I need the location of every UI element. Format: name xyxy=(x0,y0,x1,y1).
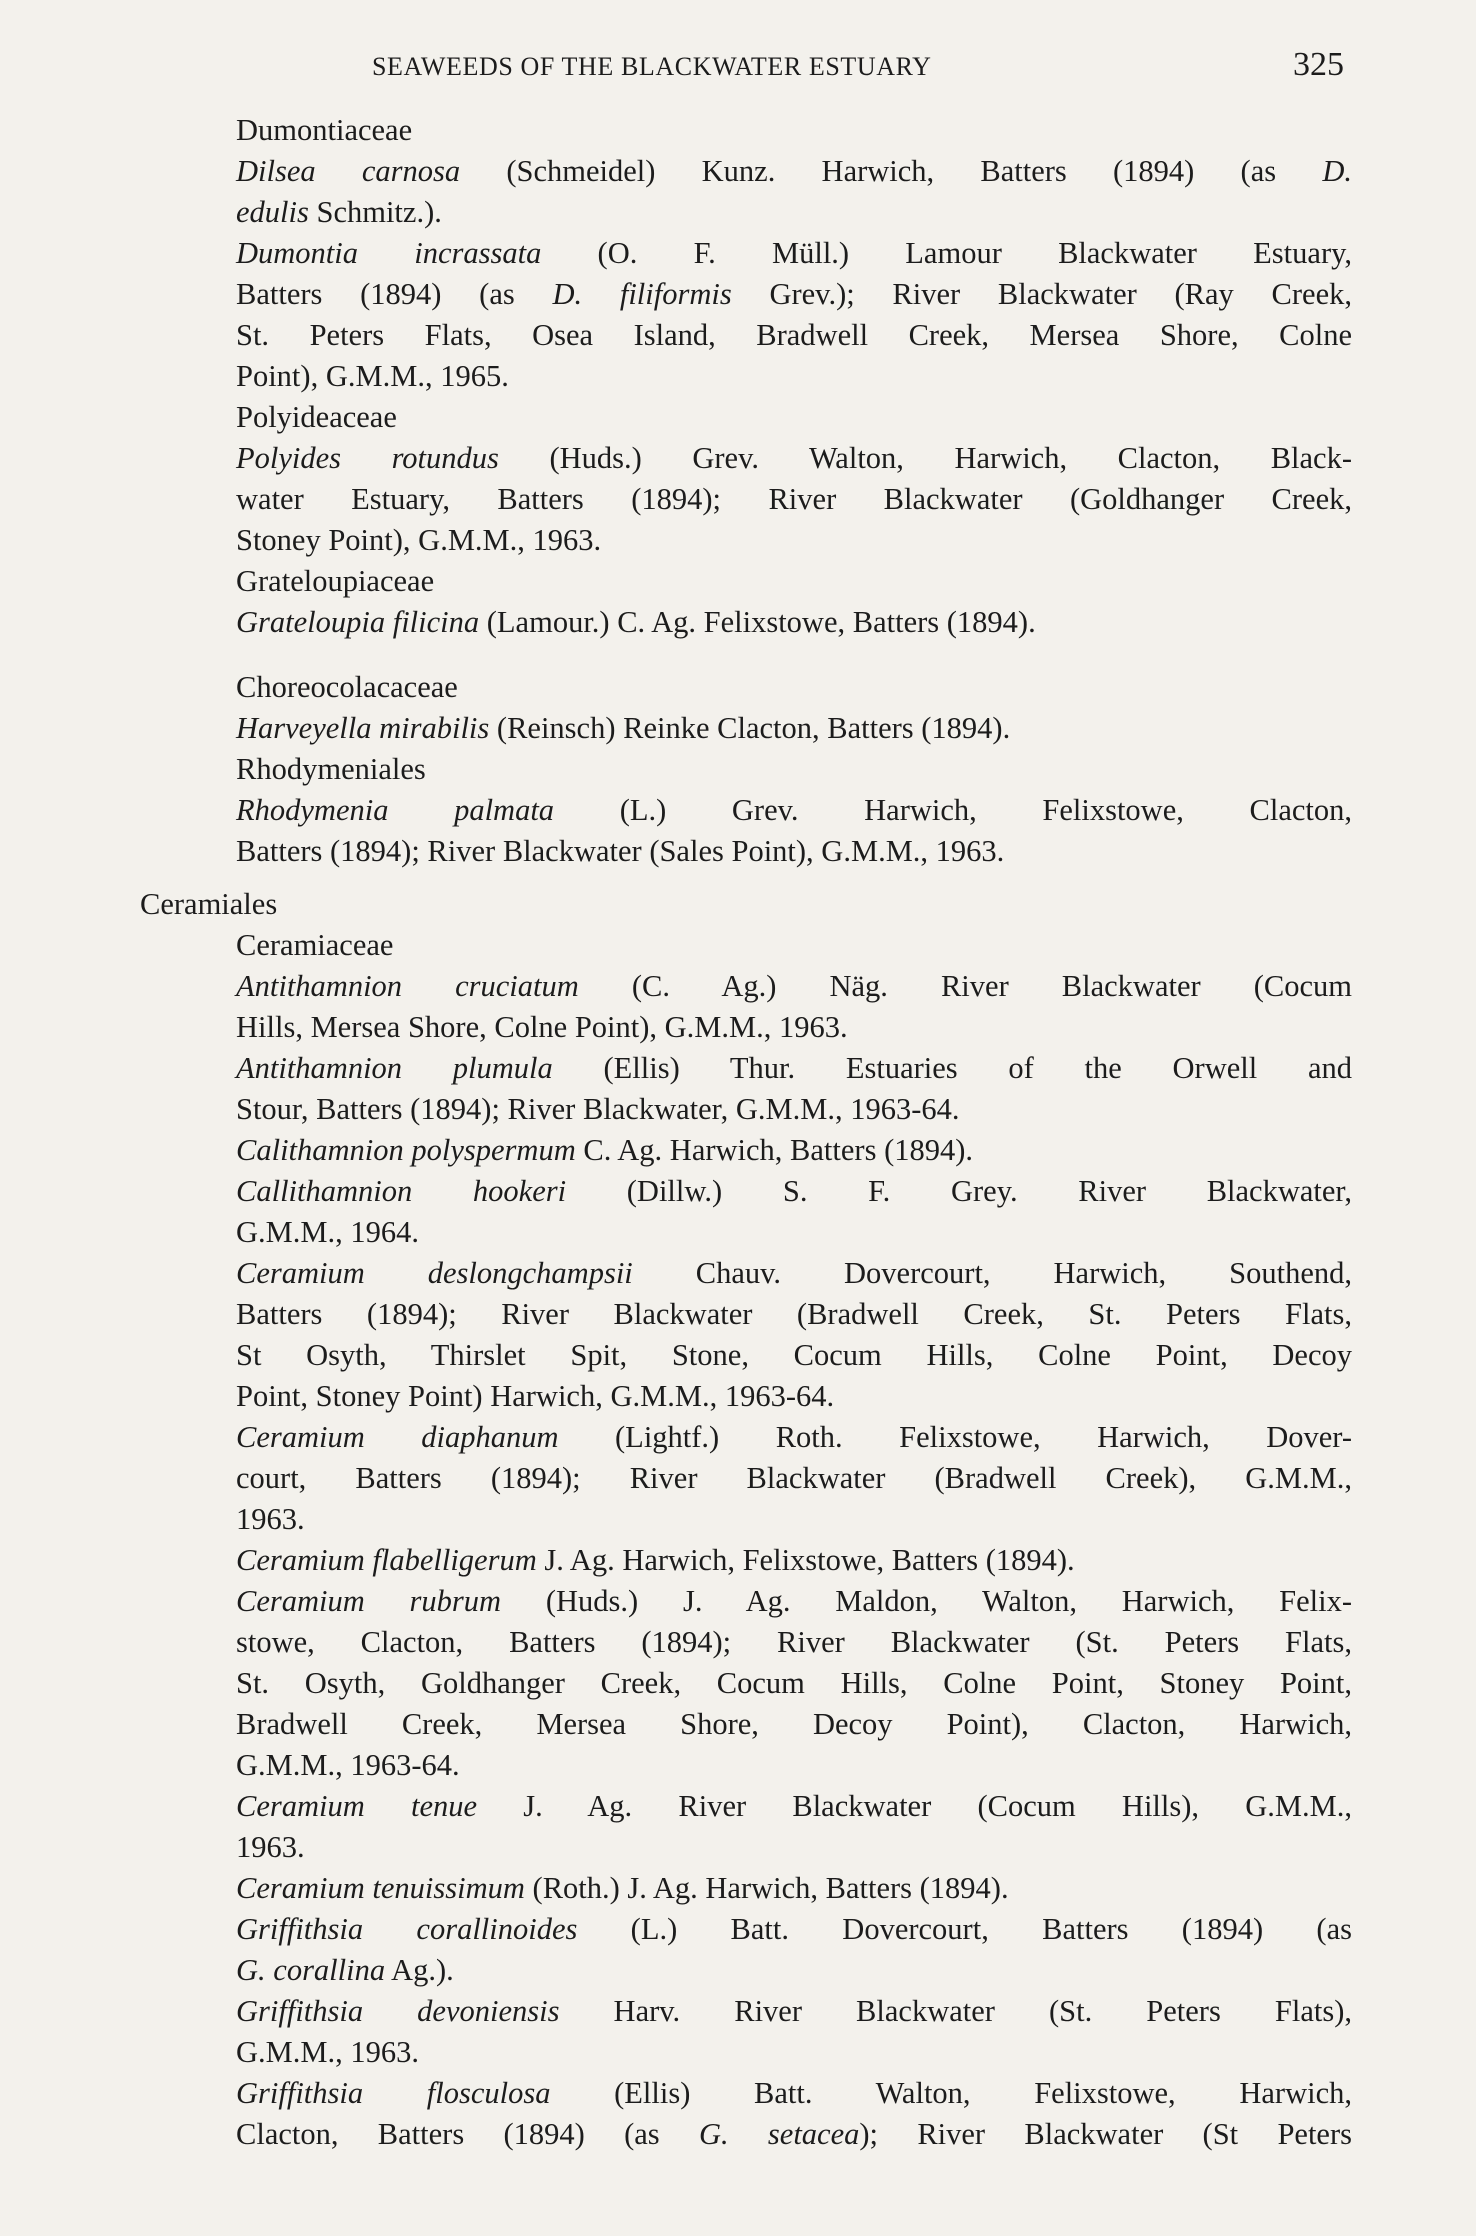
species-name: G. setacea xyxy=(698,2117,860,2151)
entry-continuation-line xyxy=(236,831,1352,872)
species-name: Dumontia incrassata xyxy=(236,236,542,270)
entry-text: 1963. xyxy=(236,1502,305,1536)
entry-continuation-line xyxy=(236,520,1352,561)
entry-text: Hills, Mersea Shore, Colne Point), G.M.M., 1963. xyxy=(236,1010,848,1044)
species-name: G. corallina xyxy=(236,1953,386,1987)
entry-text: court, Batters (1894); River Blackwater (Bradwell Creek), G.M.M., xyxy=(236,1461,1352,1495)
entry-text: ); River Blackwater (St Peters xyxy=(859,2117,1352,2151)
entry-continuation-line xyxy=(236,479,1352,520)
species-entry-line xyxy=(236,1253,1352,1294)
entry-text: Point, Stoney Point) Harwich, G.M.M., 1963-64. xyxy=(236,1379,835,1413)
species-entry-line xyxy=(236,1991,1352,2032)
entry-continuation-line xyxy=(236,274,1352,315)
entry-continuation-line xyxy=(236,1089,1352,1130)
entry-text: Point), G.M.M., 1965. xyxy=(236,359,509,393)
species-name: edulis xyxy=(236,195,309,229)
entry-text: (L.) Batt. Dovercourt, Batters (1894) (as xyxy=(577,1912,1352,1946)
species-entry-line xyxy=(236,708,1352,749)
species-name: Griffithsia devoniensis xyxy=(236,1994,560,2028)
running-header xyxy=(0,46,1476,86)
entry-continuation-line xyxy=(236,2114,1352,2155)
entry-continuation-line xyxy=(236,1212,1352,1253)
entry-text: Batters (1894); River Blackwater (Sales Point), G.M.M., 1963. xyxy=(236,834,1005,868)
species-name: Harveyella mirabilis xyxy=(236,711,490,745)
species-entry-line xyxy=(236,233,1352,274)
entry-continuation-line xyxy=(236,1007,1352,1048)
entry-text: (Huds.) J. Ag. Maldon, Walton, Harwich, Felix- xyxy=(501,1584,1352,1618)
entry-text: Grev.); River Blackwater (Ray Creek, xyxy=(731,277,1352,311)
page-number: 325 xyxy=(1293,46,1344,83)
species-name: D. filiformis xyxy=(552,277,732,311)
species-name: Ceramium flabelligerum xyxy=(236,1543,537,1577)
species-name: Ceramium deslongchampsii xyxy=(236,1256,633,1290)
species-entry-line xyxy=(236,151,1352,192)
species-name: Callithamnion hookeri xyxy=(236,1174,567,1208)
entry-text: Ag.). xyxy=(385,1953,454,1987)
species-entry-line xyxy=(236,966,1352,1007)
species-name: Griffithsia flosculosa xyxy=(236,2076,551,2110)
entry-text: Stour, Batters (1894); River Blackwater, G.M.M., 1963-64. xyxy=(236,1092,960,1126)
species-name: Ceramium tenue xyxy=(236,1789,478,1823)
entry-text: Harv. River Blackwater (St. Peters Flats), xyxy=(559,1994,1352,2028)
order-heading: Ceramiales xyxy=(140,887,278,921)
entry-continuation-line xyxy=(236,315,1352,356)
entry-text: Clacton, Batters (1894) (as xyxy=(236,2117,699,2151)
entry-continuation-line xyxy=(236,1376,1352,1417)
entry-continuation-line xyxy=(236,1335,1352,1376)
entry-text: water Estuary, Batters (1894); River Blackwater (Goldhanger Creek, xyxy=(236,482,1352,516)
entry-text: (Huds.) Grev. Walton, Harwich, Clacton, Black- xyxy=(498,441,1352,475)
entry-text: St Osyth, Thirslet Spit, Stone, Cocum Hills, Colne Point, Decoy xyxy=(236,1338,1352,1372)
running-title: SEAWEEDS OF THE BLACKWATER ESTUARY xyxy=(372,52,932,81)
entry-text: J. Ag. River Blackwater (Cocum Hills), G.M.M., xyxy=(477,1789,1352,1823)
species-name: Dilsea carnosa xyxy=(236,154,461,188)
entry-continuation-line xyxy=(236,1704,1352,1745)
entry-continuation-line xyxy=(236,2032,1352,2073)
entry-text: St. Peters Flats, Osea Island, Bradwell Creek, Mersea Shore, Colne xyxy=(236,318,1352,352)
entry-text: Stoney Point), G.M.M., 1963. xyxy=(236,523,602,557)
species-name: Antithamnion cruciatum xyxy=(236,969,579,1003)
entry-text: stowe, Clacton, Batters (1894); River Blackwater (St. Peters Flats, xyxy=(236,1625,1352,1659)
species-entry-line xyxy=(236,1130,1352,1171)
entry-text: 1963. xyxy=(236,1830,305,1864)
entry-text: (C. Ag.) Näg. River Blackwater (Cocum xyxy=(578,969,1352,1003)
entry-text: (Reinsch) Reinke Clacton, Batters (1894). xyxy=(489,711,1011,745)
entry-continuation-line xyxy=(236,356,1352,397)
species-entry-line xyxy=(236,1581,1352,1622)
species-name: Polyides rotundus xyxy=(236,441,499,475)
family-heading: Polyideaceae xyxy=(236,400,397,434)
species-entry-line xyxy=(236,1417,1352,1458)
entry-continuation-line xyxy=(236,1950,1352,1991)
species-name: Ceramium tenuissimum xyxy=(236,1871,525,1905)
species-entry-line xyxy=(236,790,1352,831)
entry-text: (Ellis) Thur. Estuaries of the Orwell and xyxy=(552,1051,1352,1085)
family-heading: Ceramiaceae xyxy=(236,928,394,962)
species-name: Griffithsia corallinoides xyxy=(236,1912,578,1946)
entry-continuation-line xyxy=(236,1458,1352,1499)
species-entry-line xyxy=(236,1540,1352,1581)
entry-text: (O. F. Müll.) Lamour Blackwater Estuary, xyxy=(541,236,1352,270)
species-entry-line xyxy=(236,438,1352,479)
entry-continuation-line xyxy=(236,1745,1352,1786)
entry-text: J. Ag. Harwich, Felixstowe, Batters (1894). xyxy=(536,1543,1075,1577)
species-name: Calithamnion polyspermum xyxy=(236,1133,576,1167)
entry-continuation-line xyxy=(236,1827,1352,1868)
species-name: Grateloupia filicina xyxy=(236,605,480,639)
entry-text: (Ellis) Batt. Walton, Felixstowe, Harwich, xyxy=(550,2076,1352,2110)
species-entry-line xyxy=(236,1786,1352,1827)
entry-continuation-line xyxy=(236,1663,1352,1704)
entry-continuation-line xyxy=(236,1499,1352,1540)
entry-text: (Schmeidel) Kunz. Harwich, Batters (1894) (as xyxy=(460,154,1323,188)
species-entry-line xyxy=(236,1171,1352,1212)
family-heading: Grateloupiaceae xyxy=(236,564,435,598)
species-entry-line xyxy=(236,2073,1352,2114)
species-name: Rhodymenia palmata xyxy=(236,793,555,827)
entry-text: (Roth.) J. Ag. Harwich, Batters (1894). xyxy=(524,1871,1009,1905)
entry-text: Batters (1894); River Blackwater (Bradwell Creek, St. Peters Flats, xyxy=(236,1297,1352,1331)
species-name: Ceramium rubrum xyxy=(236,1584,502,1618)
entry-continuation-line xyxy=(236,192,1352,233)
species-entry-line xyxy=(236,1868,1352,1909)
entry-text: G.M.M., 1963. xyxy=(236,2035,420,2069)
species-name: Ceramium diaphanum xyxy=(236,1420,559,1454)
entry-text: Batters (1894) (as xyxy=(236,277,553,311)
entry-text: Schmitz.). xyxy=(308,195,442,229)
species-entry-line xyxy=(236,602,1352,643)
entry-text: (Lamour.) C. Ag. Felixstowe, Batters (1894). xyxy=(479,605,1036,639)
species-name: D. xyxy=(1322,154,1352,188)
entry-text: St. Osyth, Goldhanger Creek, Cocum Hills, Colne Point, Stoney Point, xyxy=(236,1666,1352,1700)
species-name: Antithamnion plumula xyxy=(236,1051,553,1085)
entry-text: Chauv. Dovercourt, Harwich, Southend, xyxy=(632,1256,1352,1290)
entry-text: (Lightf.) Roth. Felixstowe, Harwich, Dover- xyxy=(558,1420,1352,1454)
entry-text: C. Ag. Harwich, Batters (1894). xyxy=(575,1133,974,1167)
entry-continuation-line xyxy=(236,1294,1352,1335)
species-list xyxy=(140,110,1352,2155)
family-heading: Choreocolacaceae xyxy=(236,670,458,704)
family-heading: Dumontiaceae xyxy=(236,113,413,147)
entry-text: Bradwell Creek, Mersea Shore, Decoy Point), Clacton, Harwich, xyxy=(236,1707,1352,1741)
entry-continuation-line xyxy=(236,1622,1352,1663)
entry-text: G.M.M., 1963-64. xyxy=(236,1748,460,1782)
species-entry-line xyxy=(236,1048,1352,1089)
entry-text: (L.) Grev. Harwich, Felixstowe, Clacton, xyxy=(554,793,1352,827)
entry-text: (Dillw.) S. F. Grey. River Blackwater, xyxy=(566,1174,1352,1208)
entry-text: G.M.M., 1964. xyxy=(236,1215,420,1249)
species-entry-line xyxy=(236,1909,1352,1950)
family-heading: Rhodymeniales xyxy=(236,752,426,786)
